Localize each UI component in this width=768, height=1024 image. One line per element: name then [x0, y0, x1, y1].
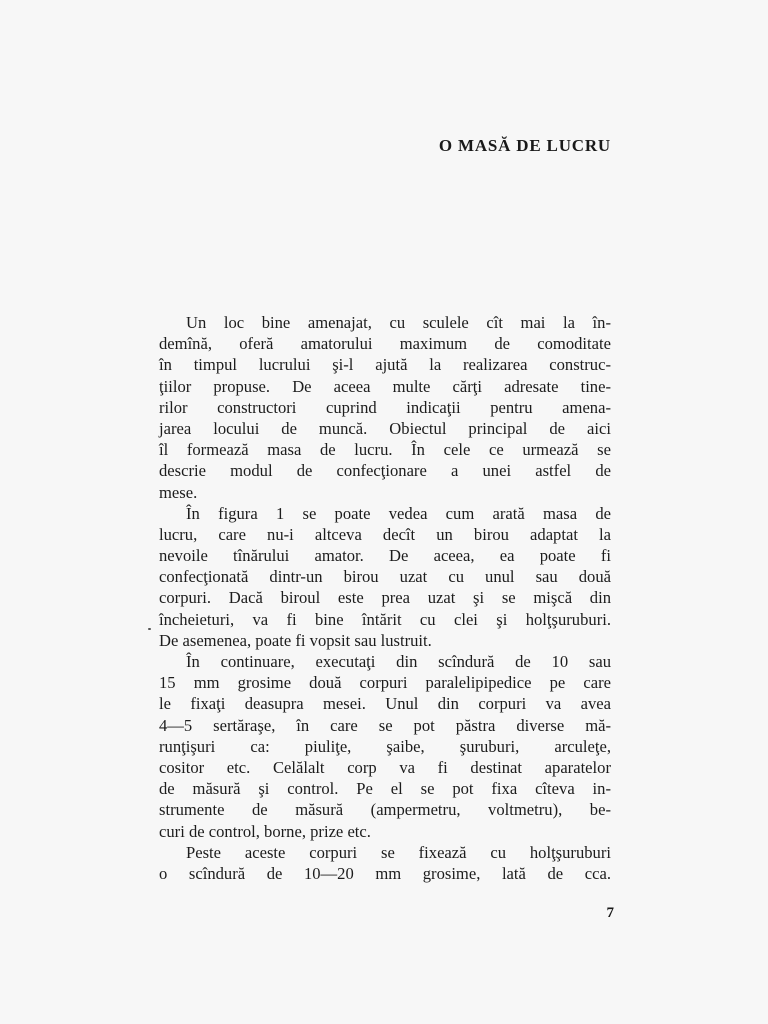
text-line: jarea locului de muncă. Obiectul principal de aici [159, 418, 611, 438]
page-number: 7 [606, 905, 614, 921]
text-line: curi de control, borne, prize etc. [159, 821, 371, 841]
text-line: runţişuri ca: piuliţe, şaibe, şuruburi, arculeţe, [159, 736, 611, 756]
text-line: confecţionată dintr-un birou uzat cu unul sau două [159, 567, 611, 587]
paragraph-3 [159, 651, 611, 842]
text-line: corpuri. Dacă biroul este prea uzat şi se mişcă din [159, 588, 611, 608]
text-line: cositor etc. Celălalt corp va fi destinat aparatelor [159, 757, 611, 777]
text-line: 15 mm grosime două corpuri paralelipipedice pe care [159, 673, 611, 693]
text-line: rilor constructori cuprind indicaţii pentru amena- [159, 397, 611, 417]
text-line: o scîndură de 10—20 mm grosime, lată de cca. [159, 863, 611, 883]
body-text [159, 312, 611, 884]
text-line: descrie modul de confecţionare a unei astfel de [159, 461, 611, 481]
paragraph-1 [159, 312, 611, 503]
text-line: Peste aceste corpuri se fixează cu holţşuruburi [186, 842, 611, 862]
text-line: îl formează masa de lucru. În cele ce urmează se [159, 440, 611, 460]
text-line: De asemenea, poate fi vopsit sau lustruit. [159, 630, 432, 650]
text-line: de măsură şi control. Pe el se pot fixa cîteva in- [159, 779, 611, 799]
text-line: 4—5 sertăraşe, în care se pot păstra diverse mă- [159, 715, 611, 735]
text-line: nevoile tînărului amator. De aceea, ea poate fi [159, 546, 611, 566]
text-line: le fixaţi deasupra mesei. Unul din corpuri va avea [159, 694, 611, 714]
paragraph-2 [159, 503, 611, 651]
text-line: în timpul lucrului şi-l ajută la realizarea construc- [159, 355, 611, 375]
text-line: strumente de măsură (ampermetru, voltmetru), be- [159, 800, 611, 820]
text-line: lucru, care nu-i altceva decît un birou adaptat la [159, 524, 611, 544]
text-line: Un loc bine amenajat, cu sculele cît mai la în- [186, 313, 611, 332]
text-line: încheieturi, va fi bine întărit cu clei şi holţşuruburi. [159, 609, 611, 629]
paragraph-4 [159, 842, 611, 884]
text-line: mese. [159, 482, 198, 502]
chapter-title: O MASĂ DE LUCRU [438, 136, 611, 155]
text-line: ţiilor propuse. De aceea multe cărţi adresate tine- [159, 376, 611, 396]
text-line: În figura 1 se poate vedea cum arată masa de [186, 503, 611, 523]
scan-speck [148, 628, 151, 630]
text-line: În continuare, executaţi din scîndură de 10 sau [186, 652, 611, 671]
text-line: demînă, oferă amatorului maximum de comoditate [159, 334, 611, 354]
